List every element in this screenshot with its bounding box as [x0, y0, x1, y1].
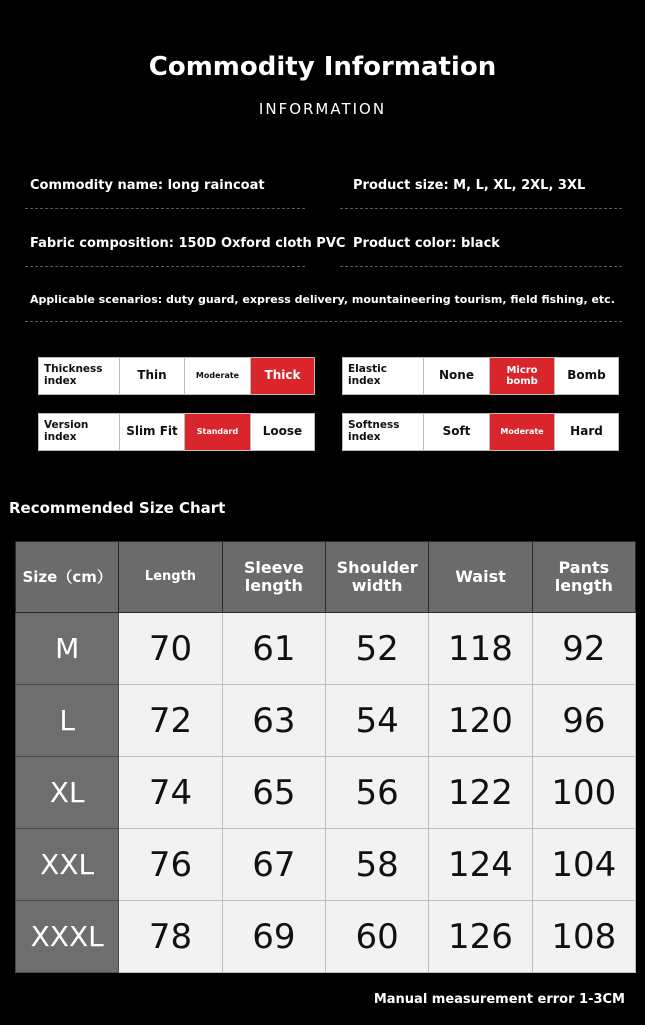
table-row: [16, 685, 636, 757]
thickness-option-thin: Thin: [120, 358, 185, 394]
version-index-label: Version index: [39, 414, 120, 450]
softness-index: [342, 413, 619, 451]
measurement-cell: 74: [119, 757, 222, 829]
measurement-cell: 67: [222, 829, 325, 901]
header-length: Length: [119, 542, 222, 613]
info-product-size: Product size: M, L, XL, 2XL, 3XL: [353, 178, 586, 193]
header-shoulder-width: Shoulder width: [325, 542, 428, 613]
table-row: [16, 613, 636, 685]
measurement-cell: 96: [532, 685, 635, 757]
header-sleeve-length: Sleeve length: [222, 542, 325, 613]
version-index: [38, 413, 315, 451]
measurement-cell: 61: [222, 613, 325, 685]
version-option-loose: Loose: [262, 424, 303, 439]
measurement-cell: 60: [325, 901, 428, 973]
divider: [340, 208, 622, 209]
table-row: [16, 901, 636, 973]
measurement-cell: 126: [429, 901, 532, 973]
size-chart-header-row: [16, 542, 636, 613]
size-label-cell: XXXL: [16, 901, 119, 973]
divider: [25, 208, 305, 209]
measurement-cell: 78: [119, 901, 222, 973]
divider: [25, 266, 305, 267]
measurement-cell: 72: [119, 685, 222, 757]
size-chart-table: [15, 541, 636, 973]
page-title: Commodity Information: [148, 52, 497, 82]
header-size: Size（cm）: [16, 542, 119, 613]
measurement-cell: 92: [532, 613, 635, 685]
measurement-cell: 54: [325, 685, 428, 757]
softness-index-label: Softness index: [343, 414, 424, 450]
table-row: [16, 757, 636, 829]
measurement-cell: 52: [325, 613, 428, 685]
elastic-option-micro-bomb-selected: Micro bomb: [490, 358, 555, 394]
measurement-cell: 76: [119, 829, 222, 901]
elastic-option-none: None: [424, 358, 490, 394]
header-pants-length: Pants length: [532, 542, 635, 613]
page-subtitle: INFORMATION: [258, 100, 387, 118]
size-label-cell: XL: [16, 757, 119, 829]
divider: [25, 321, 622, 322]
info-fabric: Fabric composition: 150D Oxford cloth PVC: [30, 236, 346, 251]
measurement-cell: 118: [429, 613, 532, 685]
softness-option-hard: Hard: [570, 424, 603, 439]
version-option-standard-selected: Standard: [185, 414, 251, 450]
measurement-note: Manual measurement error 1-3CM: [373, 992, 625, 1007]
size-label-cell: M: [16, 613, 119, 685]
thickness-index: [38, 357, 315, 395]
measurement-cell: 63: [222, 685, 325, 757]
measurement-cell: 124: [429, 829, 532, 901]
table-row: [16, 829, 636, 901]
measurement-cell: 120: [429, 685, 532, 757]
thickness-option-thick-selected: Thick: [251, 358, 314, 394]
elastic-index: [342, 357, 619, 395]
measurement-cell: 70: [119, 613, 222, 685]
size-label-cell: XXL: [16, 829, 119, 901]
size-chart-title: Recommended Size Chart: [9, 499, 226, 517]
softness-option-soft: Soft: [424, 414, 490, 450]
measurement-cell: 69: [222, 901, 325, 973]
measurement-cell: 65: [222, 757, 325, 829]
softness-option-moderate-selected: Moderate: [490, 414, 555, 450]
header-waist: Waist: [429, 542, 532, 613]
measurement-cell: 100: [532, 757, 635, 829]
version-option-slim-fit: Slim Fit: [120, 414, 185, 450]
thickness-index-label: Thickness index: [39, 358, 120, 394]
thickness-option-moderate: Moderate: [185, 358, 251, 394]
measurement-cell: 56: [325, 757, 428, 829]
info-scenarios: Applicable scenarios: duty guard, express delivery, mountaineering tourism, field fishing, etc.: [30, 293, 615, 306]
elastic-index-label: Elastic index: [343, 358, 424, 394]
measurement-cell: 122: [429, 757, 532, 829]
elastic-option-bomb: Bomb: [567, 368, 606, 383]
divider: [340, 266, 622, 267]
info-color: Product color: black: [353, 236, 500, 251]
measurement-cell: 108: [532, 901, 635, 973]
size-label-cell: L: [16, 685, 119, 757]
info-commodity-name: Commodity name: long raincoat: [30, 178, 265, 193]
measurement-cell: 104: [532, 829, 635, 901]
measurement-cell: 58: [325, 829, 428, 901]
